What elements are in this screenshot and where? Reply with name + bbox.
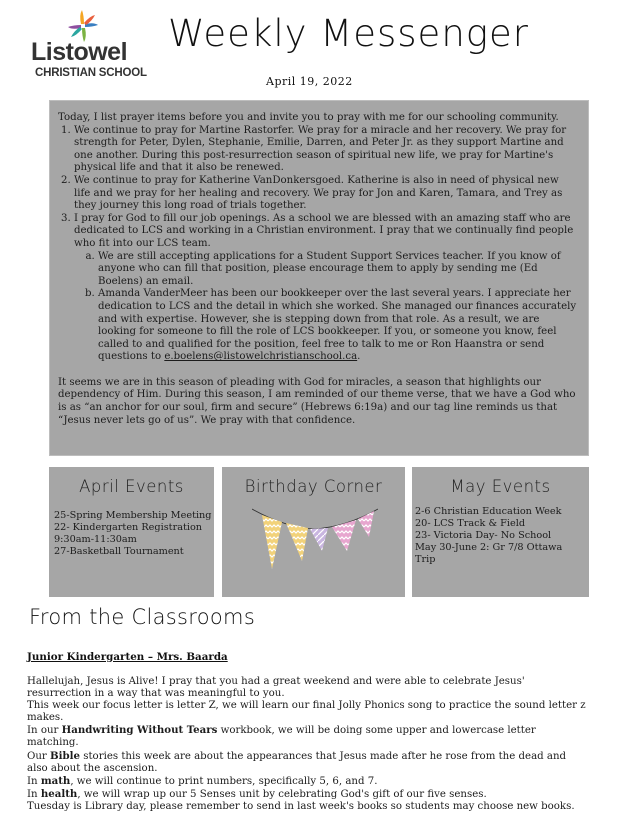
prayer-item: 2. We continue to pray for Katherine VanDonkersgoed. Katherine is also in need of physical new life and we pray for her healing and recovery. We pray for Jon and Karen, Tamara, and Trey as they journey this long road of trials together. — [74, 175, 578, 213]
prayer-item: 1. We continue to pray for Martine Rastorfer. We pray for a miracle and her recovery. We pray for strength for Peter, Dylen, Stephanie, Emilie, Darren, and Peter Jr. as they support Martine and one another. During this post-resurrection season of spiritual new life, we pray for Martine's physical life and that it also be renewed. — [74, 125, 578, 175]
class-heading: Junior Kindergarten – Mrs. Baarda — [27, 651, 228, 663]
class-paragraph: Tuesday is Library day, please remember to send in last week's books so students may choose new books. — [27, 800, 575, 812]
bold-text: math — [40, 774, 71, 787]
bunting-flags-icon — [252, 505, 378, 575]
text-span: workbook, we will be doing some upper and lowercase letter matching. — [27, 725, 536, 749]
event-item: 25-Spring Membership Meeting — [54, 510, 212, 521]
event-item: 22- Kindergarten Registration — [54, 522, 203, 533]
class-paragraph — [27, 724, 587, 749]
text-span: In — [27, 775, 41, 787]
may-events-box — [412, 467, 589, 597]
event-item: 9:30am-11:30am — [54, 534, 137, 545]
prayer-list — [58, 125, 578, 364]
birthday-corner-title: Birthday Corner — [244, 477, 383, 496]
prayer-item — [74, 213, 578, 364]
text-span: stories this week are about the appearances that Jesus made after he rose from the dead and also about the ascension. — [27, 750, 567, 774]
newsletter-date: April 19, 2022 — [266, 75, 353, 88]
class-paragraph — [27, 775, 587, 788]
prayer-sublist — [82, 251, 578, 364]
prayer-subitem-text: Amanda VanderMeer has been our bookkeeper over the last several years. I appreciate her dedication to LCS and the detail in which she worked. She managed our finances accurately and with expertise. However, she is stepping down from that role. As a result, we are looking for someone to fill the role of LCS bookkeeper. If you, or someone you know, feel called to and qualified for the position, feel free to talk to me or Ron Haanstra or send questions to — [98, 288, 577, 363]
bold-text: Bible — [50, 749, 80, 762]
email-period: . — [357, 351, 361, 363]
birthday-corner-box — [222, 467, 405, 597]
prayer-closing: It seems we are in this season of pleading with God for miracles, a season that highlights our dependency of Him. During this season, I am reminded of our theme verse, that we have a God who is as “an anchor for our soul, firm and secure” (Hebrews 6:19a) and our tag line reminds us that “Jesus never lets go of us”. We pray with that confidence. — [58, 376, 576, 426]
event-item: 2-6 Christian Education Week — [415, 506, 562, 517]
text-span: , we will continue to print numbers, specifically 5, 6, and 7. — [70, 775, 378, 787]
april-events-title: April Events — [79, 477, 184, 496]
newsletter-title: Weekly Messenger — [168, 12, 529, 55]
text-span: In our — [27, 725, 62, 737]
event-item: Trip — [415, 554, 436, 565]
event-item: 20- LCS Track & Field — [415, 518, 526, 529]
event-item: May 30-June 2: Gr 7/8 Ottawa — [415, 542, 563, 553]
prayer-item-text: I pray for God to fill our job openings. As a school we are blessed with an amazing staff who are dedicated to LCS and working in a Christian environment. I pray that we continually find people who fit into our LCS team. — [74, 212, 574, 249]
text-span: Our — [27, 750, 51, 762]
prayer-subitem: a. We are still accepting applications for a Student Support Services teacher. If you know of anyone who can fill that position, please encourage them to apply by sending me (Ed Boelens) an email. — [98, 251, 578, 289]
class-content — [27, 676, 587, 813]
text-span: In — [27, 788, 41, 800]
school-subtitle: CHRISTIAN SCHOOL — [35, 67, 147, 79]
class-paragraph — [27, 750, 587, 775]
april-events-list — [54, 510, 212, 558]
may-events-list — [415, 506, 562, 566]
school-name: Listowel — [31, 38, 128, 66]
section-title: From the Classrooms — [29, 605, 256, 629]
event-item: 23- Victoria Day- No School — [415, 530, 552, 541]
email-link[interactable]: e.boelens@listowelchristianschool.ca — [164, 351, 358, 363]
class-paragraph: This week our focus letter is letter Z, we will learn our final Jolly Phonics song to practice the sound letter z makes. — [27, 700, 586, 724]
may-events-title: May Events — [450, 477, 551, 496]
bold-text: Handwriting Without Tears — [61, 724, 218, 737]
event-item: 27-Basketball Tournament — [54, 546, 184, 557]
prayer-panel — [49, 100, 589, 456]
prayer-subitem — [98, 288, 578, 364]
april-events-box — [49, 467, 214, 597]
class-paragraph — [27, 788, 587, 801]
prayer-intro: Today, I list prayer items before you and invite you to pray with me for our schooling community. — [58, 112, 559, 123]
bold-text: health — [40, 787, 78, 800]
class-paragraph: Hallelujah, Jesus is Alive! I pray that you had a great weekend and were able to celebrate Jesus' resurrection in a way that was meaningful to you. — [27, 676, 525, 700]
text-span: , we will wrap up our 5 Senses unit by celebrating God's gift of our five senses. — [77, 788, 487, 800]
